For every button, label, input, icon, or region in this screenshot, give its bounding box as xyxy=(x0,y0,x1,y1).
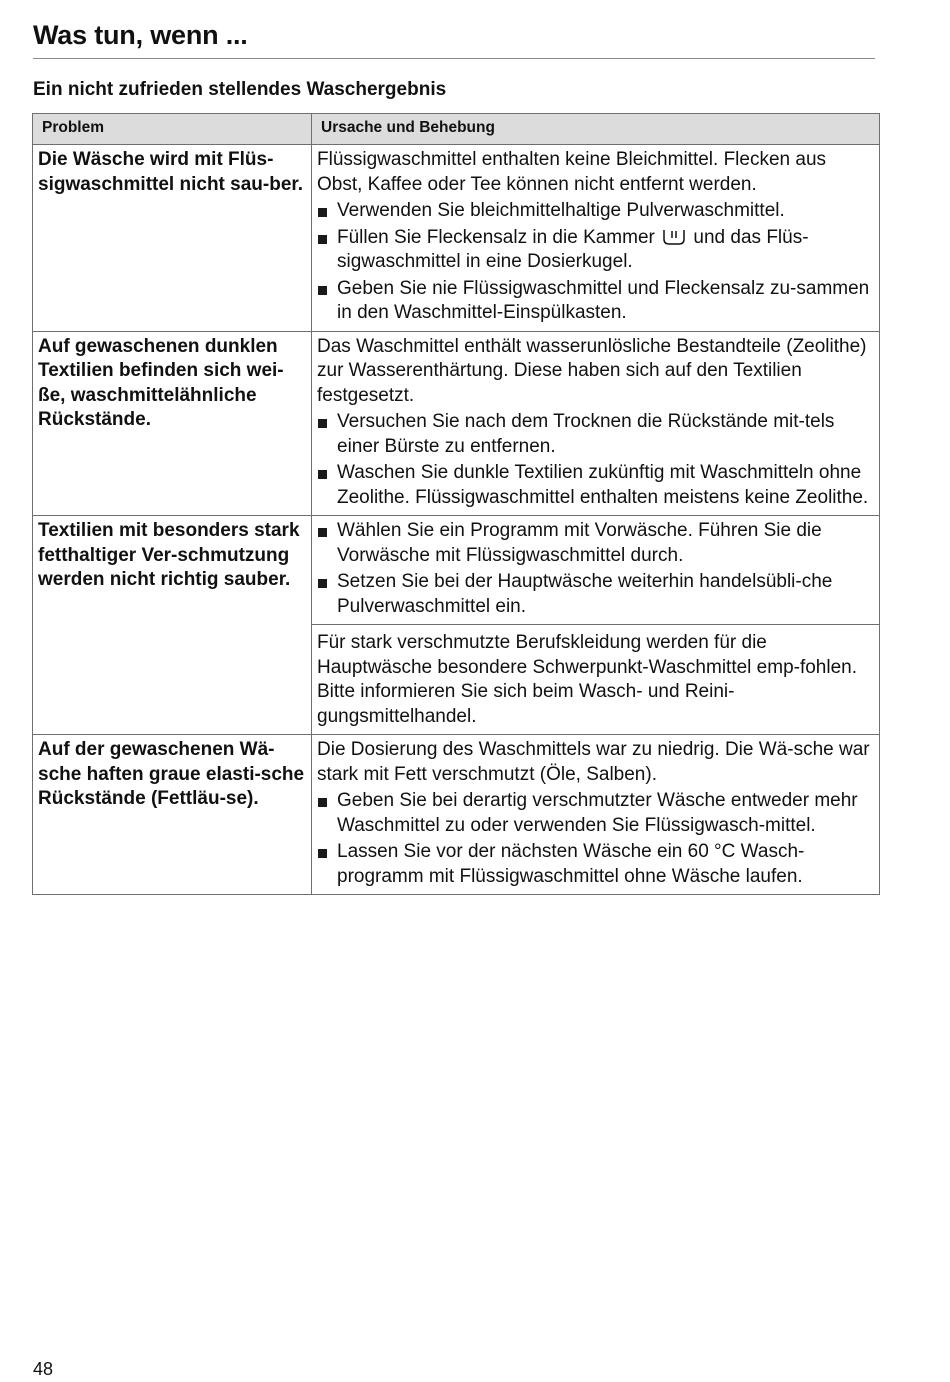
problem-cell: Auf gewaschenen dunklen Textilien befinden sich wei-ße, waschmittelähnliche Rückstände. xyxy=(33,331,312,516)
problem-cell: Textilien mit besonders stark fetthaltiger Ver-schmutzung werden nicht richtig sauber. xyxy=(33,516,312,735)
cause-text: Das Waschmittel enthält wasserunlösliche Bestandteile (Zeolithe) zur Wasserenthärtung. Diese haben sich auf den Textilien festgesetzt. xyxy=(317,335,867,406)
list-item: Wählen Sie ein Programm mit Vorwäsche. Führen Sie die Vorwäsche mit Flüssigwaschmittel durch. xyxy=(317,519,874,568)
compartment-icon xyxy=(662,229,686,245)
list-item: Geben Sie nie Flüssigwaschmittel und Fleckensalz zu-sammen in den Waschmittel-Einspülkasten. xyxy=(317,277,874,326)
cause-cell xyxy=(312,516,880,625)
section-title: Ein nicht zufrieden stellendes Waschergebnis xyxy=(33,79,447,100)
column-header-problem: Problem xyxy=(33,114,312,145)
list-item xyxy=(317,226,874,275)
page-title: Was tun, wenn ... xyxy=(33,20,875,59)
cause-text: Für stark verschmutzte Berufskleidung werden für die Hauptwäsche besondere Schwerpunkt-Waschmittel emp-fohlen. Bitte informieren Sie sich beim Wasch- und Reini-gungsmittelhandel. xyxy=(317,632,858,727)
cause-cell xyxy=(312,625,880,735)
list-item: Versuchen Sie nach dem Trocknen die Rückstände mit-tels einer Bürste zu entfernen. xyxy=(317,410,874,459)
table-row xyxy=(33,331,880,516)
list-item: Verwenden Sie bleichmittelhaltige Pulverwaschmittel. xyxy=(317,199,874,224)
table-row xyxy=(33,735,880,895)
troubleshooting-table xyxy=(32,113,880,895)
cause-cell xyxy=(312,735,880,895)
table-row xyxy=(33,516,880,625)
cause-text: Die Dosierung des Waschmittels war zu niedrig. Die Wä-sche war stark mit Fett verschmutzt (Öle, Salben). xyxy=(317,739,870,785)
cause-text: Flüssigwaschmittel enthalten keine Bleichmittel. Flecken aus Obst, Kaffee oder Tee können nicht entfernt werden. xyxy=(317,149,827,195)
remedy-list xyxy=(317,789,874,889)
list-item-text-after: und das Flüs-sigwaschmittel in eine Dosierkugel. xyxy=(337,226,809,272)
list-item: Setzen Sie bei der Hauptwäsche weiterhin handelsübli-che Pulverwaschmittel ein. xyxy=(317,570,874,619)
list-item: Lassen Sie vor der nächsten Wäsche ein 60 °C Wasch-programm mit Flüssigwaschmittel ohne Wäsche laufen. xyxy=(317,840,874,889)
column-header-cause: Ursache und Behebung xyxy=(312,114,880,145)
list-item: Waschen Sie dunkle Textilien zukünftig mit Waschmitteln ohne Zeolithe. Flüssigwaschmittel enthalten meistens keine Zeolithe. xyxy=(317,461,874,510)
remedy-list xyxy=(317,199,874,326)
problem-cell: Auf der gewaschenen Wä-sche haften graue elasti-sche Rückstände (Fettläu-se). xyxy=(33,735,312,895)
remedy-list xyxy=(317,519,874,619)
list-item: Geben Sie bei derartig verschmutzter Wäsche entweder mehr Waschmittel zu oder verwenden Sie Flüssigwasch-mittel. xyxy=(317,789,874,838)
cause-cell xyxy=(312,331,880,516)
page-number: 48 xyxy=(33,1359,54,1379)
remedy-list xyxy=(317,410,874,510)
list-item-text-before: Füllen Sie Fleckensalz in die Kammer xyxy=(337,226,655,248)
table-row xyxy=(33,145,880,332)
problem-cell: Die Wäsche wird mit Flüs-sigwaschmittel nicht sau-ber. xyxy=(33,145,312,332)
cause-cell xyxy=(312,145,880,332)
table-header-row xyxy=(33,114,880,145)
